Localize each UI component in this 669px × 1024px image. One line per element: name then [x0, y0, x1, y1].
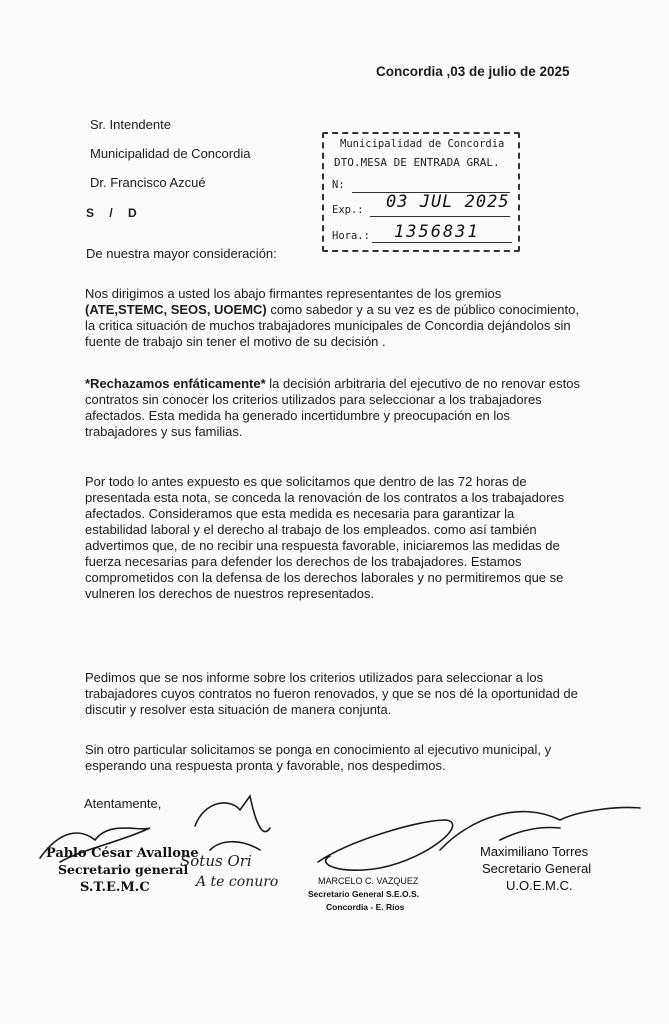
signature-4-org: U.O.E.M.C. [506, 878, 573, 893]
signature-2-stroke [195, 796, 270, 832]
signature-2-handwriting-2: A te conuro [196, 874, 279, 890]
signature-3-role: Secretario General S.E.O.S. [308, 889, 420, 899]
signature-1-name: Pablo César Avallone [46, 846, 199, 861]
recipient-sd: S / D [86, 206, 143, 220]
paragraph-2 [85, 376, 585, 440]
stamp-rule-hora [372, 242, 512, 243]
recipient-institution: Municipalidad de Concordia [90, 146, 251, 161]
stamp-institution: Municipalidad de Concordia [340, 138, 505, 150]
signature-3-stroke [318, 820, 453, 870]
recipient-title: Sr. Intendente [90, 117, 171, 132]
signature-1-role: Secretario general [58, 862, 189, 877]
stamp-n-label: N: [332, 179, 345, 191]
rejection-statement: *Rechazamos enfáticamente* [85, 376, 266, 391]
paragraph-3: Por todo lo antes expuesto es que solicitamos que dentro de las 72 horas de presentada esta nota, se conceda la renovación de los contratos a los trabajadores afectados. Consideramos que esta medida es necesaria para garantizar la estabilidad laboral y el derecho al trabajo de los empleados. como así también advertimos que, de no recibir una respuesta favorable, iniciaremos las medidas de fuerza necesarias para defender los derechos de los trabajadores. Estamos comprometidos con la defensa de los derechos laborales y no permitiremos que se vulneren los derechos de nuestros representados. [85, 474, 565, 601]
paragraph-4: Pedimos que se nos informe sobre los criterios utilizados para seleccionar a los trabajadores cuyos contratos no fueron renovados, y que se nos dé la oportunidad de discutir y resolver esta situación de manera conjunta. [85, 670, 578, 717]
letter-date: Concordia ,03 de julio de 2025 [376, 64, 570, 79]
salutation: De nuestra mayor consideración: [86, 246, 277, 261]
stamp-hora-value: 1356831 [394, 222, 480, 242]
signature-2-flourish [210, 842, 260, 850]
stamp-exp-value: 03 JUL 2025 [386, 192, 510, 212]
stamp-hora-label: Hora.: [332, 230, 370, 242]
stamp-department: DTO.MESA DE ENTRADA GRAL. [334, 156, 500, 169]
paragraph-1-intro: Nos dirigimos a usted los abajo firmantes representantes de los gremios [85, 286, 502, 301]
paragraph-1-rest: como sabedor y a su vez es de público conocimiento, la critica situación de muchos trabajadores municipales de Concordia dejándolos sin fuente de trabajo sin tener el motivo de su decisión . [85, 302, 579, 349]
signature-4-name: Maximiliano Torres [480, 844, 589, 859]
stamp-rule-exp [370, 216, 510, 217]
unions-list: (ATE,STEMC, SEOS, UOEMC) [85, 302, 267, 317]
signature-2-handwriting-1: Sotus Ori [180, 852, 252, 870]
signature-4-role: Secretario General [482, 861, 592, 876]
signature-1-org: S.T.E.M.C [80, 880, 150, 895]
paragraph-5: Sin otro particular solicitamos se ponga en conocimiento al ejecutivo municipal, y esperando una respuesta pronta y favorable, nos despedimos. [85, 742, 552, 773]
closing: Atentamente, [84, 796, 162, 811]
stamp-exp-label: Exp.: [332, 204, 364, 216]
signature-3-place: Concordia - E. Ríos [326, 902, 405, 912]
recipient-name: Dr. Francisco Azcué [90, 175, 206, 190]
paragraph-2-rest: la decisión arbitraria del ejecutivo de no renovar estos contratos sin conocer los criterios utilizados para seleccionar a los trabajadores afectados. Esta medida ha generado incertidumbre y preocupación en los trabajadores y sus familias. [85, 376, 580, 439]
paragraph-1 [85, 286, 585, 350]
signature-3-name: MARCELO C. VAZQUEZ [318, 876, 419, 886]
reception-stamp [322, 132, 518, 250]
